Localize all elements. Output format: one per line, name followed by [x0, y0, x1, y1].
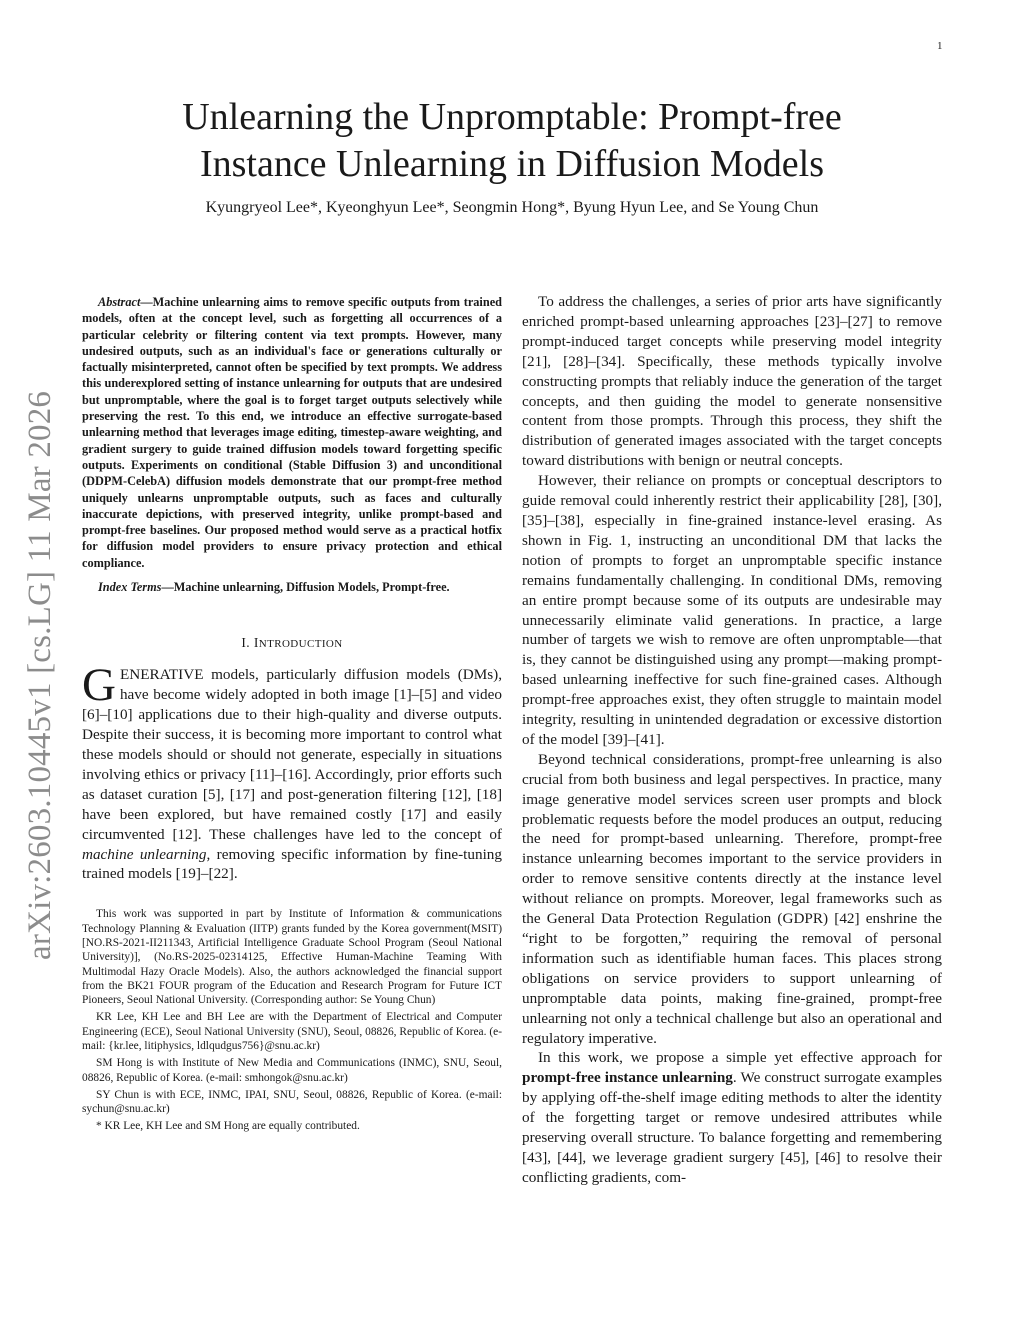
section-heading-introduction: I. INTRODUCTION	[241, 635, 343, 651]
paragraph-motivation: Beyond technical considerations, prompt-free unlearning is also crucial from both business and legal perspectives. In practice, many image generative model services screen user prompts and block problematic requests before the model produces an output, reducing the need for prompt-based unlearning. Therefore, prompt-free instance unlearning becomes important to the service providers in order to remove sensitive contents directly at the instance level without reliance on prompts. Moreover, legal frameworks such as the General Data Protection Regulation (GDPR) [42] enshrine the “right to be forgotten,” requiring the removal of personal information such as identifiable human faces. This places strong obligations on service providers to support unlearning of unpromptable data points, making fine-grained, prompt-free unlearning not only a technical challenge but also an operational and regulatory imperative.	[522, 750, 942, 1047]
index-terms	[82, 579, 502, 595]
paragraph-limitations: However, their reliance on prompts or conceptual descriptors to guide removal could inherently restrict their applicability [28], [30], [35]–[38], especially in fine-grained instance-level erasing. As shown in Fig. 1, instructing an unconditional DM that lacks the notion of prompts to forget an unpromptable specific instance remains fundamentally challenging. In conditional DMs, removing an entire prompt because some of its outputs are undesirable may unnecessarily eliminate valid generations. In practice, a large number of targets we wish to remove are often unpromptable—that is, they cannot be distinguished using any prompt—making prompt-based unlearning ineffective for such fine-grained cases. Although prompt-free approaches exist, they often struggle to maintain model integrity, resulting in unintended degradation or excessive distortion of the model [39]–[41].	[522, 472, 942, 748]
abstract	[82, 294, 502, 571]
paper-title	[112, 94, 912, 188]
footnote-affiliation-2: SM Hong is with Institute of New Media and Communications (INMC), SNU, Seoul, 08826, Republic of Korea. (e-mail: smhongok@snu.ac.kr)	[82, 1057, 502, 1084]
footnote-funding: This work was supported in part by Institute of Information & communications Technology Planning & Evaluation (IITP) grants funded by the Korea government(MSIT) [NO.RS-2021-II211343, Artificial Intelligence Graduate School Program (Seoul National University)], (No.RS-2025-02314125, Effective Human-Machine Teaming With Multimodal Hazy Oracle Models). Also, the authors acknowledged the financial support from the BK21 FOUR program of the Education and Research Program for Future ICT Pioneers, Seoul National University. (Corresponding author: Se Young Chun)	[82, 908, 502, 1007]
footnote-affiliation-3: SY Chun is with ECE, INMC, IPAI, SNU, Seoul, 08826, Republic of Korea. (e-mail: sychun@snu.ac.kr)	[82, 1088, 502, 1116]
paragraph-contribution: In this work, we propose a simple yet effective approach for prompt-free instance unlearning. We construct surrogate examples by applying off-the-shelf image editing methods to alter the identity of the forgetting target or remove undesired attributes while preserving overall structure. To balance forgetting and remembering [43], [44], we leverage gradient surgery [45], [46] to resolve their conflicting gradients, com-	[522, 1049, 943, 1186]
index-terms-label: Index Terms	[98, 580, 162, 595]
intro-paragraph: GENERATIVE models, particularly diffusion models (DMs), have become widely adopted in both image [1]–[5] and video [6]–[10] applications due to their high-quality and diverse outputs. Despite their success, it is becoming more important to control what these models should or should not generate, especially in situations involving ethics or privacy [11]–[16]. Accordingly, prior efforts such as dataset curation [5], [17] and post-generation filtering [12], [18] have been explored, but have remained costly [17] and easily circumvented [12]. These challenges have led to the concept of machine unlearning, removing specific information by fine-tuning trained models [19]–[22].	[82, 659, 502, 883]
footnote-equal-contribution: * KR Lee, KH Lee and SM Hong are equally contributed.	[96, 1120, 360, 1133]
paragraph-prior-arts: To address the challenges, a series of prior arts have significantly enriched prompt-based unlearning approaches [23]–[27] to remove prompt-induced target concepts while preserving model integrity [21], [28]–[34]. Specifically, these methods typically involve constructing prompts that reliably induce the generation of the target concepts, and then guiding the model to generate nonsensitive content from those prompts. Through this process, they shift the distribution of generated images associated with the target concepts toward distributions with benign or neutral concepts.	[522, 293, 942, 470]
title-line-2: Instance Unlearning in Diffusion Models	[199, 143, 825, 185]
index-terms-text: —Machine unlearning, Diffusion Models, Prompt-free.	[161, 580, 450, 595]
author-list: Kyungryeol Lee*, Kyeonghyun Lee*, Seongmin Hong*, Byung Hyun Lee, and Se Young Chun	[205, 199, 819, 216]
right-column-body	[522, 292, 942, 1188]
abstract-text: —Machine unlearning aims to remove specific outputs from trained models, often at the concept level, such as forgetting all occurrences of a particular celebrity or filtering content via text prompts. However, many undesired outputs, such as an individual's face or generations culturally or factually misinterpreted, cannot often be specified by text prompts. We address this underexplored setting of instance unlearning for outputs that are undesired but unpromptable, where the goal is to forget target outputs selectively while preserving the rest. To this end, we introduce an effective surrogate-based unlearning method that leverages image editing, timestep-aware weighting, and gradient surgery to guide trained diffusion models toward forgetting specific outputs. Experiments on conditional (Stable Diffusion 3) and unconditional (DDPM-CelebA) diffusion models demonstrate that our prompt-free method uniquely unlearns unpromptable outputs, such as faces and culturally inaccurate depictions, with preserved integrity, unlike prompt-based and prompt-free baselines. Our proposed method would serve as a practical hotfix for diffusion model providers to ensure privacy protection and ethical compliance.	[82, 295, 502, 570]
arxiv-stamp: arXiv:2603.10445v1 [cs.LG] 11 Mar 2026	[22, 390, 58, 960]
title-line-1: Unlearning the Unpromptable: Prompt-free	[182, 96, 842, 138]
abstract-label: Abstract	[98, 295, 141, 309]
left-column	[82, 294, 502, 1137]
page-number: 1	[937, 40, 943, 52]
right-column	[522, 292, 942, 1188]
footnotes	[82, 907, 502, 1133]
drop-cap: G	[82, 659, 116, 712]
footnote-affiliation-1: KR Lee, KH Lee and BH Lee are with the Department of Electrical and Computer Engineering (ECE), Seoul National University (SNU), Seoul, 08826, Republic of Korea. (e-mail: {kr.lee, litiphysics, ldlqudgus756}@snu.ac.kr)	[82, 1011, 502, 1052]
